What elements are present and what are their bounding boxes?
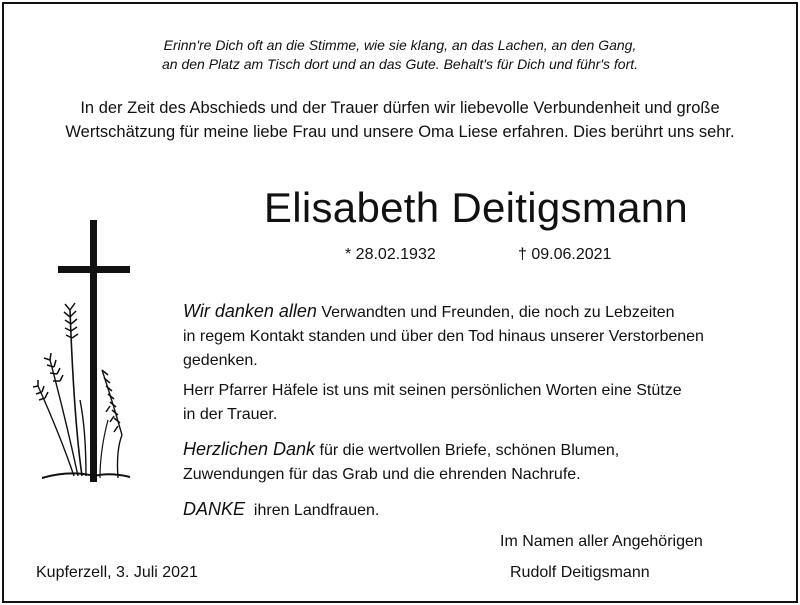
death-date: † 09.06.2021 (518, 246, 612, 263)
cross-with-wheat-icon (30, 220, 140, 485)
thanks-lead: Herzlichen Dank (183, 439, 316, 459)
intro-line: In der Zeit des Abschieds und der Trauer dürfen wir liebevolle Verbundenheit und große (80, 99, 720, 117)
intro-text (0, 96, 800, 144)
birth-date: * 28.02.1932 (345, 246, 436, 263)
poem (0, 36, 800, 74)
deceased-name: Elisabeth Deitigsmann (263, 184, 689, 231)
thanks-lead: Wir danken allen (183, 301, 317, 321)
intro-line: Wertschätzung für meine liebe Frau und unsere Oma Liese erfahren. Dies berührt uns sehr. (65, 123, 735, 141)
thanks-paragraph-4: DANKE ihren Landfrauen. (183, 499, 380, 519)
signature-line: Im Namen aller Angehörigen (500, 533, 703, 550)
place-and-date: Kupferzell, 3. Juli 2021 (36, 564, 198, 581)
thanks-paragraph-1: Wir danken allen Verwandten und Freunden, die noch zu Lebzeiten (183, 301, 675, 321)
thanks-paragraph-2: Herr Pfarrer Häfele ist uns mit seinen persönlichen Worten eine Stütze (183, 382, 682, 399)
poem-line: Erinn're Dich oft an die Stimme, wie sie klang, an das Lachen, an den Gang, (163, 37, 637, 53)
thanks-paragraph-3: Herzlichen Dank für die wertvollen Briefe, schönen Blumen, (183, 439, 620, 459)
signature-name: Rudolf Deitigsmann (510, 564, 650, 581)
thanks-lead: DANKE (183, 499, 246, 519)
thanks-text: Wir danken allen Verwandten und Freunden, die noch zu Lebzeiten in regem Kontakt standen und über den Tod hinaus unserer Verstorbenen gedenken. Herr Pfarrer Häfele ist uns mit seinen persönlichen Worten eine Stütze in der Trauer. Herzlichen Dank für die wertvollen Briefe, schönen Blumen, Zuwendungen für das Grab und die ehrenden Nachrufe. DANKE ihren Landfrauen. (183, 299, 704, 523)
poem-line: an den Platz am Tisch dort und an das Gute. Behalt's für Dich und führ's fort. (161, 56, 639, 72)
